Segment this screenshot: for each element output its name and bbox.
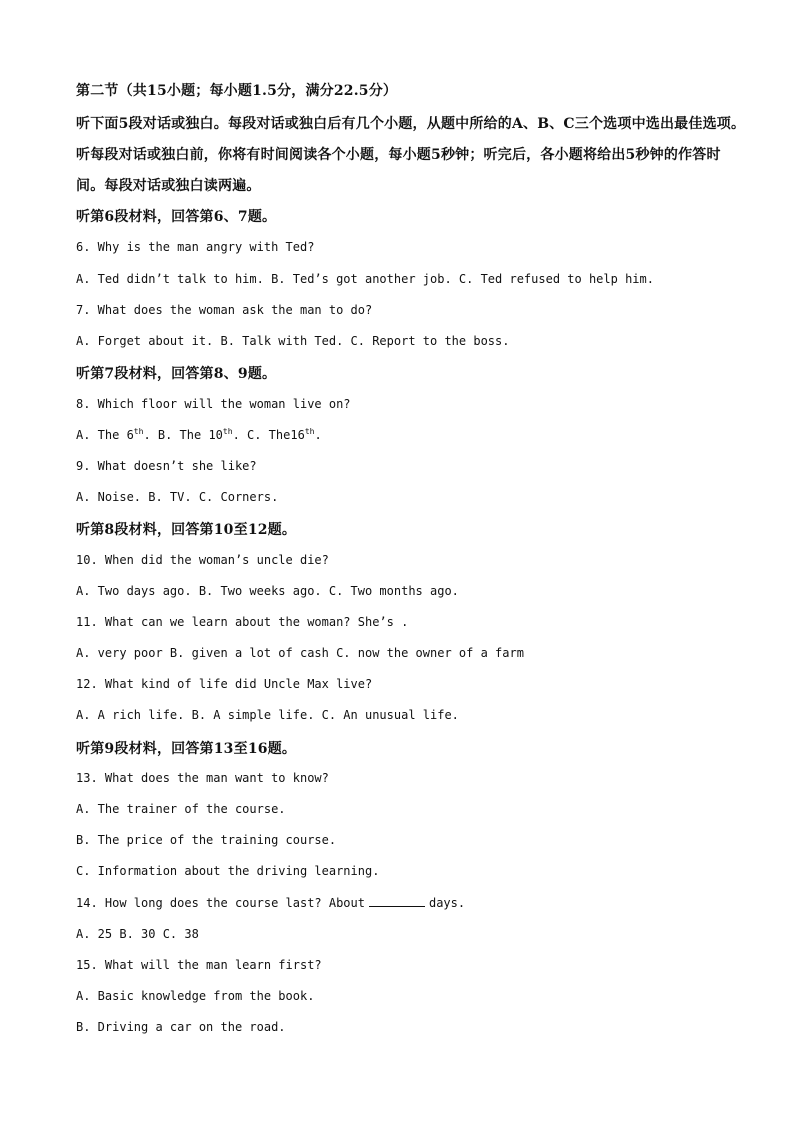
question-10-options: A. Two days ago. B. Two weeks ago. C. Two months ago. — [76, 584, 459, 598]
question-13: 13. What does the man want to know? — [76, 771, 329, 785]
question-13-option-a: A. The trainer of the course. — [76, 802, 286, 816]
option-a: A. The 6 — [76, 428, 134, 442]
question-6-options: A. Ted didn’t talk to him. B. Ted’s got another job. C. Ted refused to help him. — [76, 272, 654, 286]
question-9: 9. What doesn’t she like? — [76, 459, 257, 473]
group-header-7: 听第7段材料，回答第8、9题。 — [76, 366, 277, 382]
instruction-line-2: 听每段对话或独白前，你将有时间阅读各个小题，每小题5秒钟；听完后，各小题将给出5秒钟的作答时 — [76, 147, 721, 163]
answer-blank — [369, 896, 425, 907]
question-6: 6. Why is the man angry with Ted? — [76, 240, 315, 254]
question-11-options: A. very poor B. given a lot of cash C. now the owner of a farm — [76, 646, 524, 660]
question-9-options: A. Noise. B. TV. C. Corners. — [76, 490, 279, 504]
instruction-line-1: 听下面5段对话或独白。每段对话或独白后有几个小题，从题中所给的A、B、C三个选项中选出最佳选项。 — [76, 116, 746, 132]
option-c: . C. The16 — [232, 428, 305, 442]
question-7: 7. What does the woman ask the man to do? — [76, 303, 373, 317]
question-7-options: A. Forget about it. B. Talk with Ted. C. Report to the boss. — [76, 334, 510, 348]
question-12: 12. What kind of life did Uncle Max live? — [76, 677, 373, 691]
question-11: 11. What can we learn about the woman? She’s . — [76, 615, 409, 629]
question-14-text-end: days. — [428, 896, 466, 910]
group-header-8: 听第8段材料，回答第10至12题。 — [76, 522, 297, 538]
group-header-9: 听第9段材料，回答第13至16题。 — [76, 741, 297, 757]
question-14-text: 14. How long does the course last? About — [76, 896, 365, 910]
question-14-options: A. 25 B. 30 C. 38 — [76, 927, 199, 941]
question-13-option-c: C. Information about the driving learning. — [76, 864, 380, 878]
question-8: 8. Which floor will the woman live on? — [76, 397, 351, 411]
question-14 — [76, 896, 465, 910]
option-b: . B. The 10 — [143, 428, 223, 442]
question-15-option-a: A. Basic knowledge from the book. — [76, 989, 315, 1003]
question-15: 15. What will the man learn first? — [76, 958, 322, 972]
instruction-line-3: 间。每段对话或独白读两遍。 — [76, 178, 261, 194]
question-12-options: A. A rich life. B. A simple life. C. An unusual life. — [76, 708, 459, 722]
question-15-option-b: B. Driving a car on the road. — [76, 1020, 286, 1034]
ordinal-suffix: th — [222, 427, 233, 436]
ordinal-suffix: th — [304, 427, 315, 436]
section-title: 第二节（共15小题；每小题1.5分，满分22.5分） — [76, 83, 398, 99]
question-8-options — [76, 428, 322, 442]
ordinal-suffix: th — [133, 427, 144, 436]
option-end: . — [314, 428, 322, 442]
question-13-option-b: B. The price of the training course. — [76, 833, 337, 847]
question-10: 10. When did the woman’s uncle die? — [76, 553, 329, 567]
group-header-6: 听第6段材料，回答第6、7题。 — [76, 209, 277, 225]
